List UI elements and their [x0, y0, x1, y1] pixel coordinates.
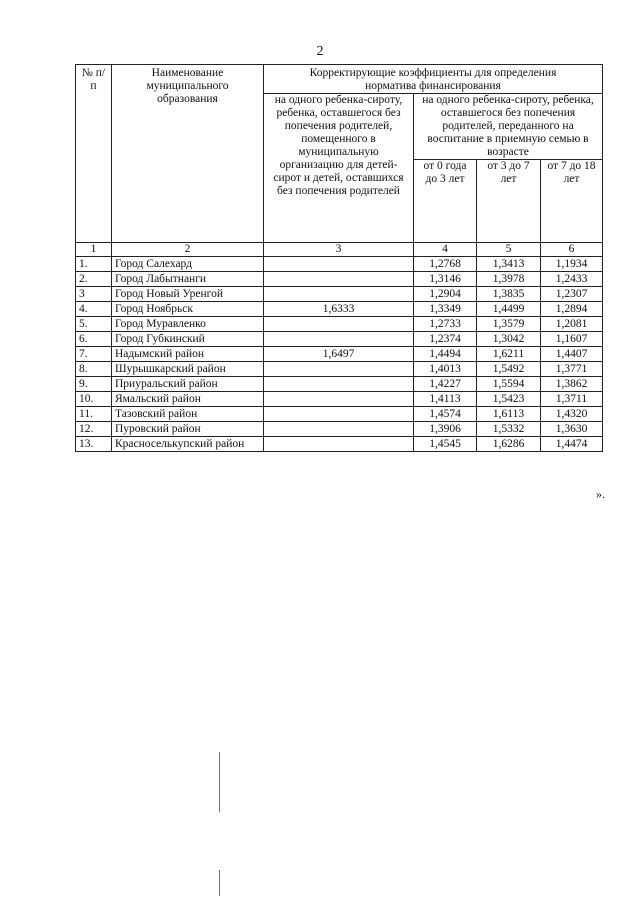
coef-institution-cell — [264, 377, 414, 392]
municipality-name-cell: Ямальский район — [112, 392, 264, 407]
index-cell: 1 — [76, 243, 112, 257]
municipality-name-cell: Красноселькупский район — [112, 437, 264, 452]
municipality-name-cell: Надымский район — [112, 347, 264, 362]
municipality-name-cell: Город Салехард — [112, 257, 264, 272]
coef-7-18-cell: 1,1934 — [541, 257, 603, 272]
index-cell: 4 — [414, 243, 477, 257]
coef-3-7-cell: 1,6286 — [477, 437, 541, 452]
row-number-cell: 4. — [76, 302, 112, 317]
header-num: № п/п — [76, 65, 112, 243]
row-number-cell: 9. — [76, 377, 112, 392]
row-number-cell: 6. — [76, 332, 112, 347]
coef-3-7-cell: 1,3978 — [477, 272, 541, 287]
coef-7-18-cell: 1,4407 — [541, 347, 603, 362]
coef-3-7-cell: 1,5423 — [477, 392, 541, 407]
row-number-cell: 8. — [76, 362, 112, 377]
table-row — [76, 407, 603, 422]
coef-institution-cell — [264, 287, 414, 302]
table-row — [76, 317, 603, 332]
coef-3-7-cell: 1,3413 — [477, 257, 541, 272]
coefficients-table — [75, 64, 603, 452]
municipality-name-cell: Шурышкарский район — [112, 362, 264, 377]
coef-7-18-cell: 1,2894 — [541, 302, 603, 317]
index-cell: 5 — [477, 243, 541, 257]
index-cell: 2 — [112, 243, 264, 257]
coef-0-3-cell: 1,4013 — [414, 362, 477, 377]
municipality-name-cell: Город Лабытнанги — [112, 272, 264, 287]
coef-institution-cell: 1,6333 — [264, 302, 414, 317]
coef-0-3-cell: 1,3906 — [414, 422, 477, 437]
header-name: Наименование муниципального образования — [112, 65, 264, 243]
coef-7-18-cell: 1,2433 — [541, 272, 603, 287]
municipality-name-cell: Город Муравленко — [112, 317, 264, 332]
coef-7-18-cell: 1,3862 — [541, 377, 603, 392]
coef-3-7-cell: 1,5594 — [477, 377, 541, 392]
row-number-cell: 7. — [76, 347, 112, 362]
table-row — [76, 422, 603, 437]
coef-institution-cell — [264, 392, 414, 407]
coef-7-18-cell: 1,3771 — [541, 362, 603, 377]
coef-7-18-cell: 1,3630 — [541, 422, 603, 437]
row-number-cell: 1. — [76, 257, 112, 272]
coef-3-7-cell: 1,4499 — [477, 302, 541, 317]
table-row — [76, 257, 603, 272]
coef-7-18-cell: 1,4320 — [541, 407, 603, 422]
coef-institution-cell — [264, 362, 414, 377]
row-number-cell: 12. — [76, 422, 112, 437]
column-index-row — [76, 243, 603, 257]
coef-0-3-cell: 1,4494 — [414, 347, 477, 362]
row-number-cell: 3 — [76, 287, 112, 302]
coef-0-3-cell: 1,2733 — [414, 317, 477, 332]
municipality-name-cell: Тазовский район — [112, 407, 264, 422]
table-row — [76, 272, 603, 287]
coef-3-7-cell: 1,6113 — [477, 407, 541, 422]
header-foster-group: на одного ребенка-сироту, ребенка, оставшегося без попечения родителей, переданного на воспитание в приемную семью в возрасте — [414, 94, 603, 160]
coef-0-3-cell: 1,2768 — [414, 257, 477, 272]
coef-institution-cell — [264, 422, 414, 437]
header-col3: на одного ребенка-сироту, ребенка, оставшегося без попечения родителей, помещенного в муниципальную организацию для детей-сирот и детей, оставшихся без попечения родителей — [264, 94, 414, 243]
scan-margin-line — [219, 752, 220, 812]
page-number: 2 — [316, 44, 324, 59]
scan-margin-line — [219, 870, 220, 896]
table-row — [76, 377, 603, 392]
coef-institution-cell — [264, 257, 414, 272]
row-number-cell: 2. — [76, 272, 112, 287]
coef-0-3-cell: 1,3349 — [414, 302, 477, 317]
table-row — [76, 302, 603, 317]
row-number-cell: 10. — [76, 392, 112, 407]
header-coef-group: Корректирующие коэффициенты для определения норматива финансирования — [264, 65, 603, 94]
header-col4: от 0 года до 3 лет — [414, 160, 477, 243]
municipality-name-cell: Город Губкинский — [112, 332, 264, 347]
coef-0-3-cell: 1,2374 — [414, 332, 477, 347]
coef-7-18-cell: 1,2307 — [541, 287, 603, 302]
coef-institution-cell — [264, 332, 414, 347]
closing-quote: ». — [596, 487, 605, 501]
coef-3-7-cell: 1,5332 — [477, 422, 541, 437]
coef-institution-cell — [264, 407, 414, 422]
municipality-name-cell: Город Ноябрьск — [112, 302, 264, 317]
coef-7-18-cell: 1,2081 — [541, 317, 603, 332]
coef-7-18-cell: 1,4474 — [541, 437, 603, 452]
coef-0-3-cell: 1,4574 — [414, 407, 477, 422]
coef-3-7-cell: 1,3835 — [477, 287, 541, 302]
coef-0-3-cell: 1,3146 — [414, 272, 477, 287]
coef-3-7-cell: 1,3042 — [477, 332, 541, 347]
table-row — [76, 347, 603, 362]
table-row — [76, 287, 603, 302]
coef-7-18-cell: 1,1607 — [541, 332, 603, 347]
coef-3-7-cell: 1,5492 — [477, 362, 541, 377]
index-cell: 6 — [541, 243, 603, 257]
row-number-cell: 11. — [76, 407, 112, 422]
table-row — [76, 332, 603, 347]
municipality-name-cell: Пуровский район — [112, 422, 264, 437]
coef-0-3-cell: 1,4545 — [414, 437, 477, 452]
coef-institution-cell — [264, 317, 414, 332]
coef-0-3-cell: 1,2904 — [414, 287, 477, 302]
row-number-cell: 13. — [76, 437, 112, 452]
table-row — [76, 362, 603, 377]
table-body — [76, 243, 603, 452]
index-cell: 3 — [264, 243, 414, 257]
municipality-name-cell: Город Новый Уренгой — [112, 287, 264, 302]
coef-3-7-cell: 1,6211 — [477, 347, 541, 362]
coef-institution-cell: 1,6497 — [264, 347, 414, 362]
table-row — [76, 437, 603, 452]
coef-3-7-cell: 1,3579 — [477, 317, 541, 332]
coef-0-3-cell: 1,4227 — [414, 377, 477, 392]
header-col6: от 7 до 18 лет — [541, 160, 603, 243]
coef-institution-cell — [264, 272, 414, 287]
coef-0-3-cell: 1,4113 — [414, 392, 477, 407]
municipality-name-cell: Приуральский район — [112, 377, 264, 392]
header-col5: от 3 до 7 лет — [477, 160, 541, 243]
coef-institution-cell — [264, 437, 414, 452]
row-number-cell: 5. — [76, 317, 112, 332]
table-row — [76, 392, 603, 407]
coef-7-18-cell: 1,3711 — [541, 392, 603, 407]
